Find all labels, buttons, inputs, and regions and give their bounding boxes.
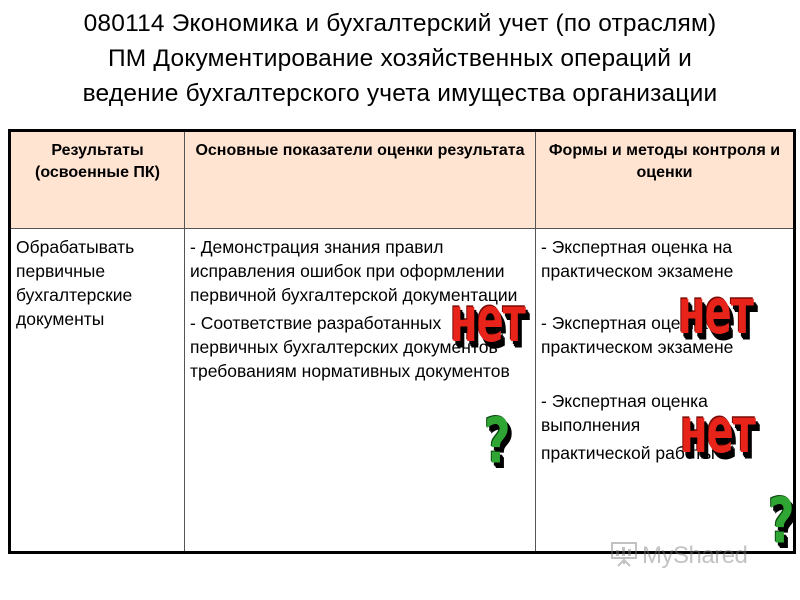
method-item: - Экспертная оценка на практическом экзамене [541,313,734,357]
watermark-text: MyShared [642,542,748,569]
header-indicators: Основные показатели оценки результата [185,131,536,229]
header-methods: Формы и методы контроля и оценки [536,131,795,229]
cell-result: Обрабатывать первичные бухгалтерские документы [10,229,185,553]
table-header-row [10,131,795,229]
title-line-3: ведение бухгалтерского учета имущества организации [82,80,718,107]
question-stamp-1: ? [484,404,511,478]
net-stamp-3: нет [680,396,755,468]
method-item: - Экспертная оценка выполнения [541,391,708,435]
table-row [10,229,795,553]
net-stamp-1: нет [450,285,525,357]
method-item: - Экспертная оценка на практическом экзамене [541,237,734,281]
watermark [610,540,770,570]
indicator-item: - Соответствие разработанных первичных бухгалтерских документов требованиям нормативных документов [190,313,510,381]
method-item-continued: практической работы [541,443,715,463]
title-line-2: ПМ Документирование хозяйственных операций и [108,45,692,72]
indicator-item: - Демонстрация знания правил исправления ошибок при оформлении первичной бухгалтерской документации [190,237,518,305]
net-stamp-2: нет [678,277,753,349]
header-results: Результаты (освоенные ПК) [10,131,185,229]
question-stamp-2: ? [768,484,795,558]
title-line-1: 080114 Экономика и бухгалтерский учет (по отраслям) [83,10,717,37]
slide-title [0,6,800,111]
cell-indicators [185,229,536,553]
presentation-board-icon [610,540,638,568]
